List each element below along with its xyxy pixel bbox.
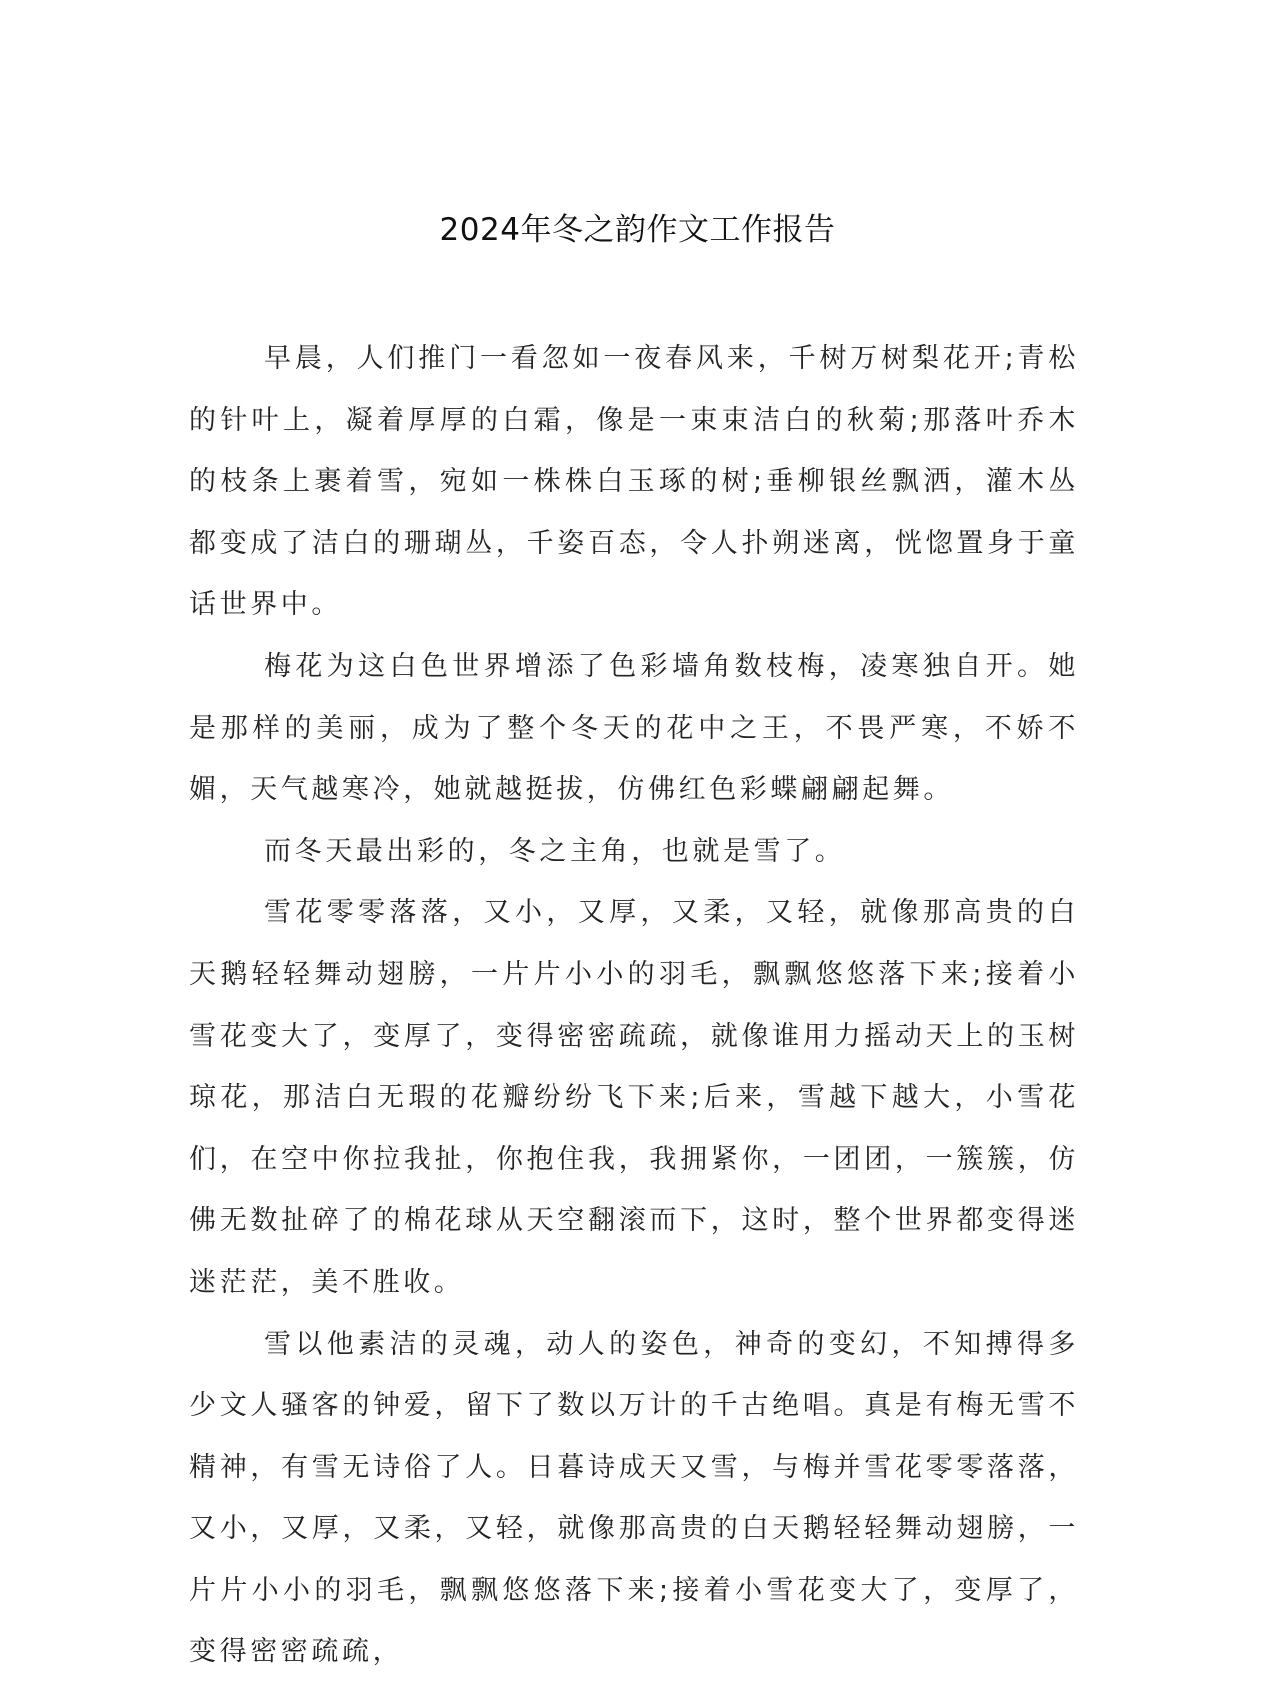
paragraph-1: 早晨，人们推门一看忽如一夜春风来，千树万树梨花开;青松的针叶上，凝着厚厚的白霜，像是一束束洁白的秋菊;那落叶乔木的枝条上裹着雪，宛如一株株白玉琢的树;垂柳银丝飘洒，灌木丛都变成了洁白的珊瑚丛，千姿百态，令人扑朔迷离，恍惚置身于童话世界中。 — [189, 328, 1079, 636]
page-title: 2024年冬之韵作文工作报告 — [0, 208, 1275, 252]
paragraph-4: 雪花零零落落，又小，又厚，又柔，又轻，就像那高贵的白天鹅轻轻舞动翅膀，一片片小小的羽毛，飘飘悠悠落下来;接着小雪花变大了，变厚了，变得密密疏疏，就像谁用力摇动天上的玉树琼花，那洁白无瑕的花瓣纷纷飞下来;后来，雪越下越大，小雪花们，在空中你拉我扯，你抱住我，我拥紧你，一团团，一簇簇，仿佛无数扯碎了的棉花球从天空翻滚而下，这时，整个世界都变得迷迷茫茫，美不胜收。 — [189, 882, 1079, 1313]
paragraph-3: 而冬天最出彩的，冬之主角，也就是雪了。 — [189, 821, 1079, 883]
document-body — [189, 328, 1079, 1683]
paragraph-5: 雪以他素洁的灵魂，动人的姿色，神奇的变幻，不知搏得多少文人骚客的钟爱，留下了数以万计的千古绝唱。真是有梅无雪不精神，有雪无诗俗了人。日暮诗成天又雪，与梅并雪花零零落落，又小，又厚，又柔，又轻，就像那高贵的白天鹅轻轻舞动翅膀，一片片小小的羽毛，飘飘悠悠落下来;接着小雪花变大了，变厚了，变得密密疏疏， — [189, 1314, 1079, 1683]
paragraph-2: 梅花为这白色世界增添了色彩墙角数枝梅，凌寒独自开。她是那样的美丽，成为了整个冬天的花中之王，不畏严寒，不娇不媚，天气越寒冷，她就越挺拔，仿佛红色彩蝶翩翩起舞。 — [189, 636, 1079, 821]
